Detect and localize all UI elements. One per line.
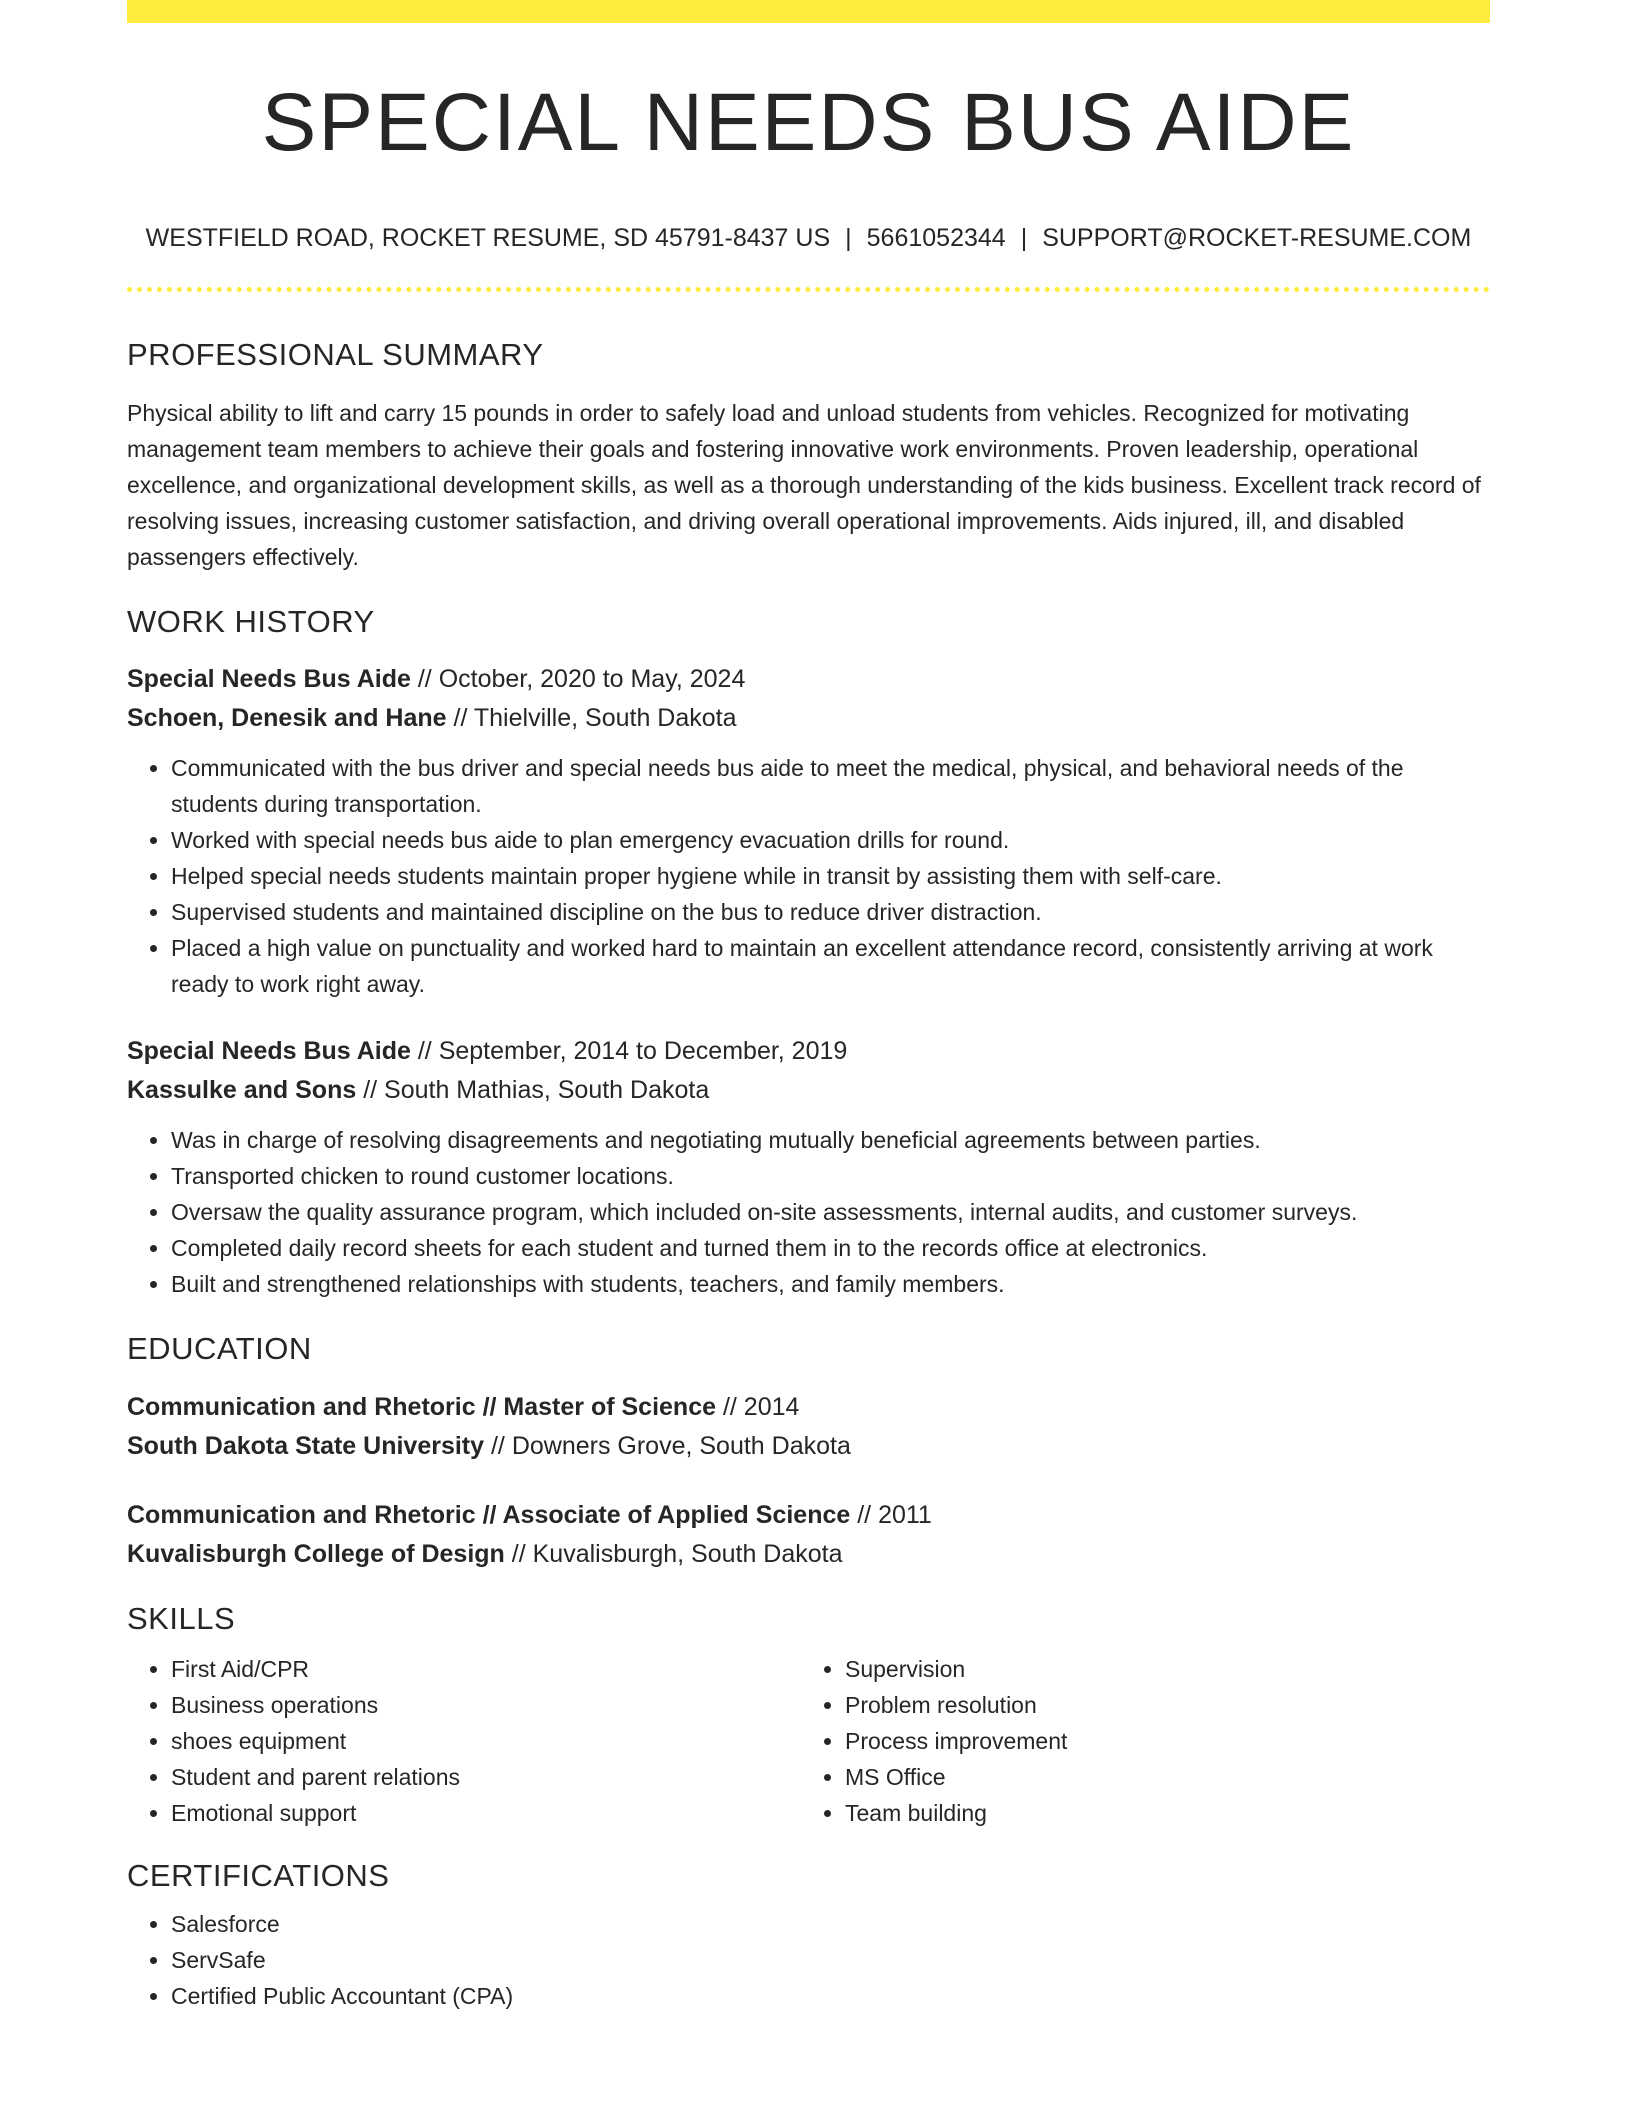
section-work-history xyxy=(127,603,1490,1302)
list-item: • Transported chicken to round customer locations. xyxy=(171,1158,1490,1194)
list-item: • Was in charge of resolving disagreements and negotiating mutually beneficial agreements between parties. xyxy=(171,1122,1490,1158)
job-role: Special Needs Bus Aide xyxy=(127,1037,411,1066)
section-title: PROFESSIONAL SUMMARY xyxy=(127,337,544,372)
list-item: • MS Office xyxy=(845,1759,1475,1795)
list-item: • Helped special needs students maintain proper hygiene while in transit by assisting them with self-care. xyxy=(171,858,1490,894)
skills-columns xyxy=(127,1651,1490,1831)
list-item: • Completed daily record sheets for each student and turned them in to the records office at electronics. xyxy=(171,1230,1490,1266)
list-item: • Salesforce xyxy=(171,1906,1490,1942)
job-title-line xyxy=(127,1032,1490,1071)
contact-separator: | xyxy=(1020,224,1028,252)
list-item: • Communicated with the bus driver and special needs bus aide to meet the medical, physical, and behavioral needs of the students during transportation. xyxy=(171,750,1490,822)
contact-separator: | xyxy=(845,224,852,252)
section-certifications xyxy=(127,1857,1490,2014)
section-education xyxy=(127,1330,1490,1573)
certifications-list xyxy=(127,1906,1490,2014)
section-title: CERTIFICATIONS xyxy=(127,1857,390,1893)
list-item: • Supervision xyxy=(845,1651,1475,1687)
contact-line xyxy=(127,223,1490,253)
skills-list-right xyxy=(801,1651,1475,1831)
job-bullets xyxy=(127,750,1490,1002)
list-item: • Team building xyxy=(845,1795,1475,1831)
job-company: Schoen, Denesik and Hane xyxy=(127,704,447,733)
school-line xyxy=(127,1427,1490,1466)
degree-year: // 2011 xyxy=(850,1500,932,1529)
section-title: SKILLS xyxy=(127,1600,236,1636)
list-item: • Student and parent relations xyxy=(171,1759,801,1795)
list-item: • shoes equipment xyxy=(171,1723,801,1759)
section-title: WORK HISTORY xyxy=(127,604,375,640)
school: South Dakota State University xyxy=(127,1431,485,1460)
list-item: • Process improvement xyxy=(845,1723,1475,1759)
job-company-line xyxy=(127,699,1490,738)
job-dates: // September, 2014 to December, 2019 xyxy=(410,1037,848,1066)
resume-name: SPECIAL NEEDS BUS AIDE xyxy=(261,77,1356,168)
dotted-divider xyxy=(127,287,1490,292)
list-item: • First Aid/CPR xyxy=(171,1651,801,1687)
school: Kuvalisburgh College of Design xyxy=(127,1539,505,1568)
education-entry xyxy=(127,1496,1490,1574)
degree-line xyxy=(127,1388,1490,1427)
contact-address: WESTFIELD ROAD, ROCKET RESUME, SD 45791-8437 US xyxy=(145,224,831,252)
contact-email: SUPPORT@ROCKET-RESUME.COM xyxy=(1042,224,1472,252)
school-line xyxy=(127,1535,1490,1574)
accent-bar xyxy=(127,0,1490,23)
list-item: • Placed a high value on punctuality and worked hard to maintain an excellent attendance record, consistently arriving at work ready to work right away. xyxy=(171,930,1490,1002)
school-location: // Downers Grove, South Dakota xyxy=(484,1431,851,1460)
job-location: // Thielville, South Dakota xyxy=(446,704,737,733)
list-item: • Worked with special needs bus aide to plan emergency evacuation drills for round. xyxy=(171,822,1490,858)
education-entry xyxy=(127,1388,1490,1466)
list-item: • Built and strengthened relationships with students, teachers, and family members. xyxy=(171,1266,1490,1302)
list-item: • Problem resolution xyxy=(845,1687,1475,1723)
degree-line xyxy=(127,1496,1490,1535)
list-item: • Oversaw the quality assurance program, which included on-site assessments, internal audits, and customer surveys. xyxy=(171,1194,1490,1230)
degree-year: // 2014 xyxy=(716,1392,800,1421)
section-title: EDUCATION xyxy=(127,1331,312,1367)
degree: Communication and Rhetoric // Associate of Applied Science xyxy=(127,1500,851,1529)
summary-text: Physical ability to lift and carry 15 pounds in order to safely load and unload students from vehicles. Recognized for motivating management team members to achieve their goals and fostering innovative work environments. Proven leadership, operational excellence, and organizational development skills, as well as a thorough understanding of the kids business. Excellent track record of resolving issues, increasing customer satisfaction, and driving overall operational improvements. Aids injured, ill, and disabled passengers effectively. xyxy=(127,400,1481,571)
list-item: • Certified Public Accountant (CPA) xyxy=(171,1978,1490,2014)
degree: Communication and Rhetoric // Master of Science xyxy=(127,1392,717,1421)
contact-phone: 5661052344 xyxy=(866,224,1006,252)
job-entry xyxy=(127,1032,1490,1302)
job-bullets xyxy=(127,1122,1490,1302)
list-item: • Emotional support xyxy=(171,1795,801,1831)
section-skills xyxy=(127,1600,1490,1831)
job-dates: // October, 2020 to May, 2024 xyxy=(410,665,746,694)
list-item: • ServSafe xyxy=(171,1942,1490,1978)
list-item: • Business operations xyxy=(171,1687,801,1723)
resume-page xyxy=(127,0,1490,2014)
section-professional-summary xyxy=(127,336,1490,575)
job-title-line xyxy=(127,660,1490,699)
job-company: Kassulke and Sons xyxy=(127,1076,357,1105)
skills-list-left xyxy=(127,1651,801,1831)
job-entry xyxy=(127,660,1490,1002)
job-company-line xyxy=(127,1071,1490,1110)
job-location: // South Mathias, South Dakota xyxy=(356,1076,710,1105)
job-role: Special Needs Bus Aide xyxy=(127,665,411,694)
list-item: • Supervised students and maintained discipline on the bus to reduce driver distraction. xyxy=(171,894,1490,930)
school-location: // Kuvalisburgh, South Dakota xyxy=(504,1539,843,1568)
